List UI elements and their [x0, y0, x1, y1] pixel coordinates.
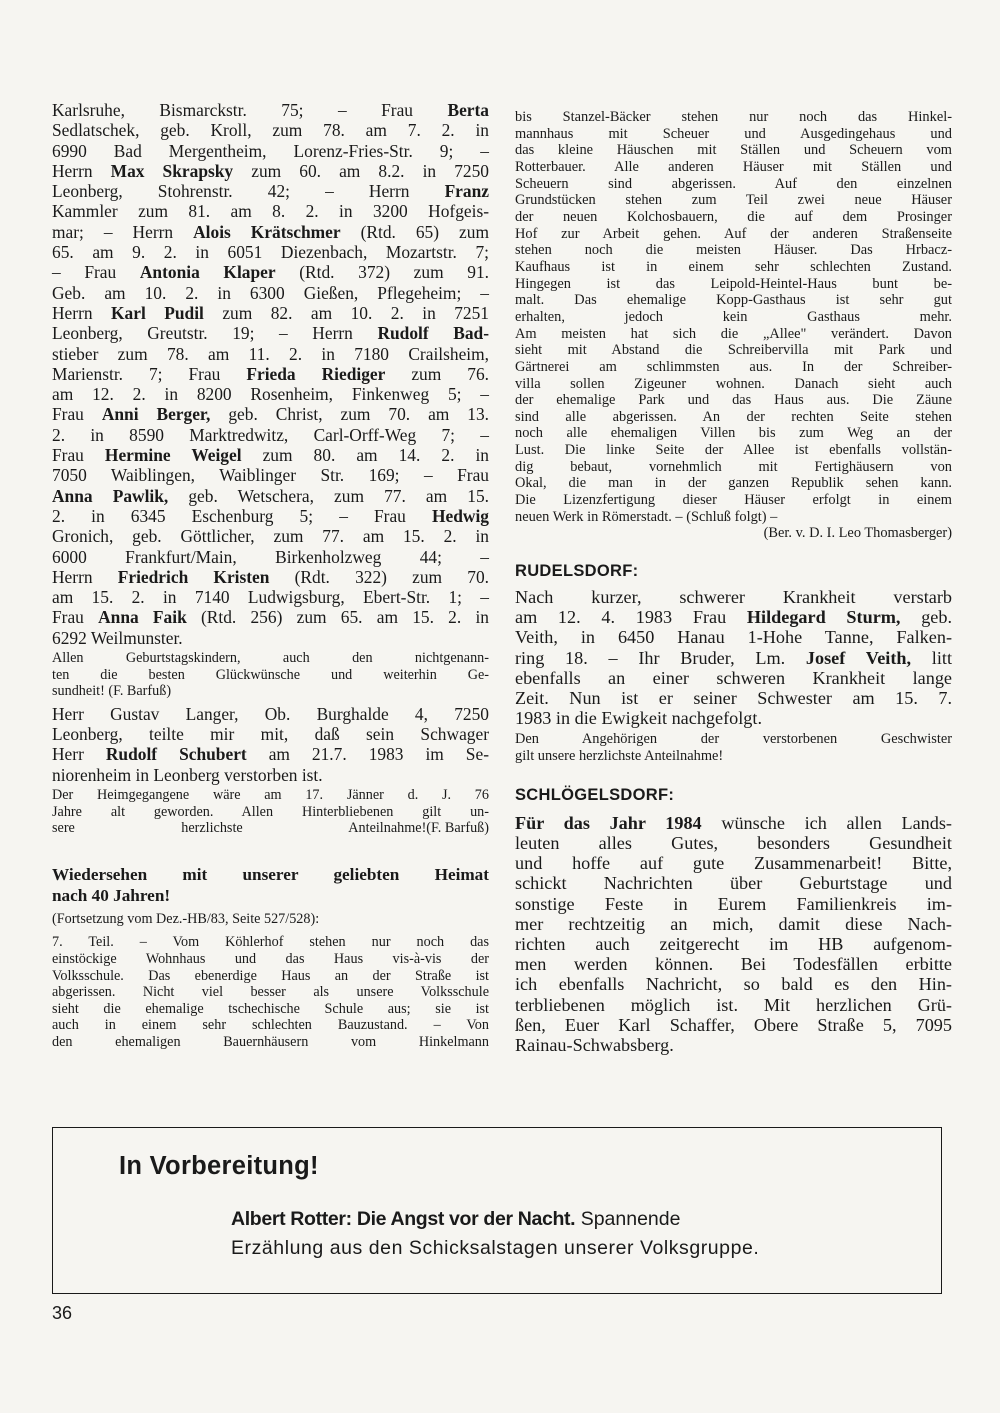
- text-line: Karlsruhe, Bismarckstr. 75; – Frau Berta: [52, 100, 489, 120]
- text-line: gilt unsere herzlichste Anteilnahme!: [515, 748, 724, 765]
- text-line: Kammler zum 81. am 8. 2. in 3200 Hofgeis-: [52, 201, 489, 222]
- text-line: sieht die ehemalige tschechische Schule aus; sie ist: [52, 1000, 489, 1017]
- text-line: ßen, Euer Karl Schaffer, Obere Straße 5, 7095: [515, 1014, 952, 1035]
- text-line: Der Heimgegangene wäre am 17. Jänner d. J. 76: [52, 786, 489, 803]
- text-line: Nach kurzer, schwerer Krankheit verstarb: [515, 587, 952, 608]
- text-line: Rainau-Schwabsberg.: [515, 1035, 674, 1056]
- text-line: 6000 Frankfurt/Main, Birkenholzweg 44; –: [52, 546, 489, 567]
- article-continued: (Fortsetzung vom Dez.-HB/83, Seite 527/528):: [52, 910, 320, 927]
- text-line: Hof zur Arbeit gehen. Auf der anderen Straßenseite: [515, 225, 952, 242]
- text-line: neuen Werk in Römerstadt. – (Schluß folgt) –: [515, 508, 778, 525]
- text-line: ebenfalls an einer schweren Krankheit lange: [515, 667, 952, 688]
- announcement-title: Albert Rotter: Die Angst vor der Nacht.: [231, 1208, 576, 1230]
- text-line: leuten alles Gutes, besonders Gesundheit: [515, 833, 952, 853]
- text-line: Herrn Friedrich Kristen (Rdt. 322) zum 70.: [52, 566, 489, 587]
- text-line: Rotterbauer. Alle anderen Häuser mit Ställen und: [515, 158, 952, 175]
- text-line: Herrn Karl Pudil zum 82. am 10. 2. in 7251: [52, 302, 490, 323]
- text-line: Marienstr. 7; Frau Frieda Riediger zum 76.: [52, 363, 490, 384]
- text-line: richten auch zeitgerecht im HB aufgenom-: [515, 934, 952, 955]
- text-line: Leonberg, Stohrenstr. 42; – Herrn Franz: [52, 181, 489, 202]
- text-line: niorenheim in Leonberg verstorben ist.: [52, 764, 323, 785]
- text-line: den ehemaligen Bauernhäusern vom Hinkelmann: [52, 1033, 489, 1050]
- article-text-left: [52, 934, 489, 1050]
- text-line: terbliebenen möglich ist. Mit herzlichen Grü-: [515, 994, 952, 1015]
- text-line: der ehemalige Park und das Haus aus. Die Zäune: [515, 392, 952, 409]
- text-line: am 15. 2. in 7140 Ludwigsburg, Ebert-Str. 1; –: [52, 587, 489, 608]
- text-line: abgerissen. Nicht viel besser als unsere Volksschule: [52, 984, 489, 1001]
- text-line: Lust. Die linke Seite der Allee ist ebenfalls vollstän-: [515, 442, 952, 459]
- text-line: Herrn Max Skrapsky zum 60. am 8.2. in 7250: [52, 160, 490, 181]
- text-line: mer rechtzeitig an mich, damit diese Nach-: [515, 913, 952, 934]
- text-line: sonstige Feste in Eurem Familienkreis im-: [515, 893, 952, 914]
- text-line: Grundstücken stehen zum Teil zwei neue Häuser: [515, 192, 952, 209]
- text-line: malt. Das ehemalige Kopp-Gasthaus ist sehr gut: [515, 292, 952, 309]
- text-line: 2. in 6345 Eschenburg 5; – Frau Hedwig: [52, 505, 489, 526]
- text-line: Kaufhaus ist in einem sehr schlechten Zustand.: [515, 258, 952, 275]
- left-column: [52, 100, 489, 1051]
- text-line: Leonberg, teilte mir mit, daß sein Schwager: [52, 724, 489, 745]
- text-line: villa sollen Zigeuner wohnen. Danach sieht auch: [515, 375, 952, 392]
- text-line: Jahre alt geworden. Allen Hinterbliebenen gilt un-: [52, 803, 489, 820]
- announcement-line-2: Erzählung aus den Schicksalstagen unserer Volksgruppe.: [231, 1237, 760, 1259]
- text-line: stieber zum 78. am 11. 2. in 7180 Crailsheim,: [52, 343, 489, 364]
- article-text-right: [515, 109, 952, 525]
- birthday-list: [52, 100, 489, 648]
- text-line: Den Angehörigen der verstorbenen Geschwister: [515, 731, 952, 748]
- text-line: schickt Nachrichten über Geburtstage und: [515, 873, 952, 894]
- text-line: Zeit. Nun ist er seiner Schwester am 15. 7.: [515, 688, 952, 709]
- text-line: 2. in 8590 Marktredwitz, Carl-Orff-Weg 7; –: [52, 424, 489, 445]
- text-line: sind alle abgerissen. An der rechten Seite stehen: [515, 408, 952, 425]
- text-line: sere herzlichste Anteilnahme! (F. Barfuß): [52, 820, 489, 837]
- text-line: bis Stanzel-Bäcker stehen nur noch das Hinkel-: [515, 109, 952, 125]
- obituary-langer-note: [52, 787, 489, 837]
- text-line: Leonberg, Greutstr. 19; – Herrn Rudolf Bad-: [52, 323, 489, 344]
- text-line: Herr Gustav Langer, Ob. Burghalde 4, 7250: [52, 703, 489, 724]
- text-line: Für das Jahr 1984 wünsche ich allen Lands-: [515, 812, 952, 833]
- text-line: stehen noch die meisten Häuser. Das Hrbacz-: [515, 242, 952, 259]
- article-heading: [52, 864, 489, 906]
- text-line: Die Lizenzfertigung dieser Häuser erfolgt in einem: [515, 492, 952, 509]
- text-line: Herr Rudolf Schubert am 21.7. 1983 im Se-: [52, 744, 489, 765]
- announcement-line-1: [231, 1208, 680, 1231]
- text-line: am 12. 2. in 8200 Rosenheim, Finkenweg 5; –: [52, 384, 489, 405]
- text-line: – Frau Antonia Klaper (Rtd. 372) zum 91.: [52, 262, 489, 283]
- article-source: (Ber. v. D. I. Leo Thomasberger): [763, 525, 952, 542]
- text-line: Gärtnerei am schlimmsten aus. In der Schreiber-: [515, 358, 952, 375]
- obituary-langer: [52, 704, 489, 785]
- text-line: noch alle ehemaligen Villen bis zum Weg an der: [515, 425, 952, 442]
- text-line: 7. Teil. – Vom Köhlerhof stehen nur noch das: [52, 934, 489, 951]
- text-line: mannhaus mit Scheuer und Ausgedingehaus und: [515, 125, 952, 142]
- announcement-box: [52, 1127, 942, 1294]
- text-line: Volksschule. Das ebenerdige Haus an der Straße ist: [52, 967, 489, 984]
- text-line: Hingegen ist das Leipold-Heintel-Haus bunt be-: [515, 275, 952, 292]
- rudelsdorf-heading: RUDELSDORF:: [515, 562, 639, 581]
- text-line: Wiedersehen mit unserer geliebten Heimat: [52, 864, 489, 884]
- text-line: Frau Hermine Weigel zum 80. am 14. 2. in: [52, 445, 489, 466]
- text-line: 6990 Bad Mergentheim, Lorenz-Fries-Str. 9; –: [52, 140, 489, 161]
- text-line: nach 40 Jahren!: [52, 885, 171, 905]
- text-line: erhalten, jedoch kein Gasthaus mehr.: [515, 308, 952, 325]
- announcement-title-rest: Spannende: [580, 1208, 681, 1230]
- page-number: 36: [52, 1303, 73, 1323]
- text-line: Frau Anni Berger, geb. Christ, zum 70. am 13.: [52, 404, 489, 425]
- text-line: Okal, die man in der ganzen Republik sehen kann.: [515, 475, 952, 492]
- text-line: ten die besten Glückwünsche und weiterhin Ge-: [52, 666, 489, 683]
- text-line: dig bebaut, vornehmlich mit Fertighäusern von: [515, 458, 952, 475]
- text-line: sundheit! (F. Barfuß): [52, 683, 172, 700]
- text-line: Sedlatschek, geb. Kroll, zum 78. am 7. 2. in: [52, 120, 489, 141]
- text-line: Scheuern sind abgerissen. Auf den einzelnen: [515, 175, 952, 192]
- text-line: Am meisten hat sich die „Allee" verändert. Davon: [515, 325, 952, 342]
- text-line: 65. am 9. 2. in 6051 Diezenbach, Mozartstr. 7;: [52, 242, 489, 263]
- text-line: auch in einem sehr schlechten Bauzustand. – Von: [52, 1017, 489, 1034]
- text-line: Veith, in 6450 Hanau 1-Hohe Tanne, Falken-: [515, 627, 952, 648]
- text-line: 1983 in die Ewigkeit nachgefolgt.: [515, 708, 762, 729]
- text-line: Geb. am 10. 2. in 6300 Gießen, Pflegeheim; –: [52, 282, 489, 303]
- schloegelsdorf-heading: SCHLÖGELSDORF:: [515, 785, 675, 804]
- rudelsdorf-text: [515, 587, 952, 728]
- right-column: [515, 100, 952, 1055]
- text-line: das kleine Häuschen mit Ställen und Scheuern vom: [515, 142, 952, 159]
- text-line: einstöckige Wohnhaus und das Haus vis-à-vis der: [52, 950, 489, 967]
- text-line: ring 18. – Ihr Bruder, Lm. Josef Veith, litt: [515, 647, 953, 668]
- text-line: Anna Pawlik, geb. Wetschera, zum 77. am 15.: [52, 485, 489, 506]
- text-line: 6292 Weilmunster.: [52, 627, 183, 648]
- text-line: am 12. 4. 1983 Frau Hildegard Sturm, geb.: [515, 607, 953, 628]
- text-line: men werden können. Bei Todesfällen erbitte: [515, 954, 952, 975]
- schloegelsdorf-text: [515, 813, 952, 1055]
- announcement-heading: In Vorbereitung!: [119, 1152, 319, 1180]
- birthday-wishes: [52, 650, 489, 700]
- text-line: Gronich, geb. Göttlicher, zum 77. am 15. 2. in: [52, 526, 489, 547]
- text-line: sieht mit Abstand die Schreibervilla mit Park und: [515, 342, 952, 359]
- text-line: ich ebenfalls Nachricht, so bald es den Hin-: [515, 974, 952, 995]
- text-line: mar; – Herrn Alois Krätschmer (Rtd. 65) zum: [52, 221, 489, 242]
- text-line: und hoffe auf gute Zusammenarbeit! Bitte,: [515, 853, 952, 874]
- text-line: der neuen Kolchosbauern, die auf dem Prosinger: [515, 208, 952, 225]
- rudelsdorf-note: [515, 731, 952, 764]
- text-line: Allen Geburtstagskindern, auch den nichtgenann-: [52, 650, 489, 667]
- text-line: Frau Anna Faik (Rtd. 256) zum 65. am 15. 2. in: [52, 607, 489, 628]
- text-line: 7050 Waiblingen, Waiblinger Str. 169; – Frau: [52, 465, 489, 486]
